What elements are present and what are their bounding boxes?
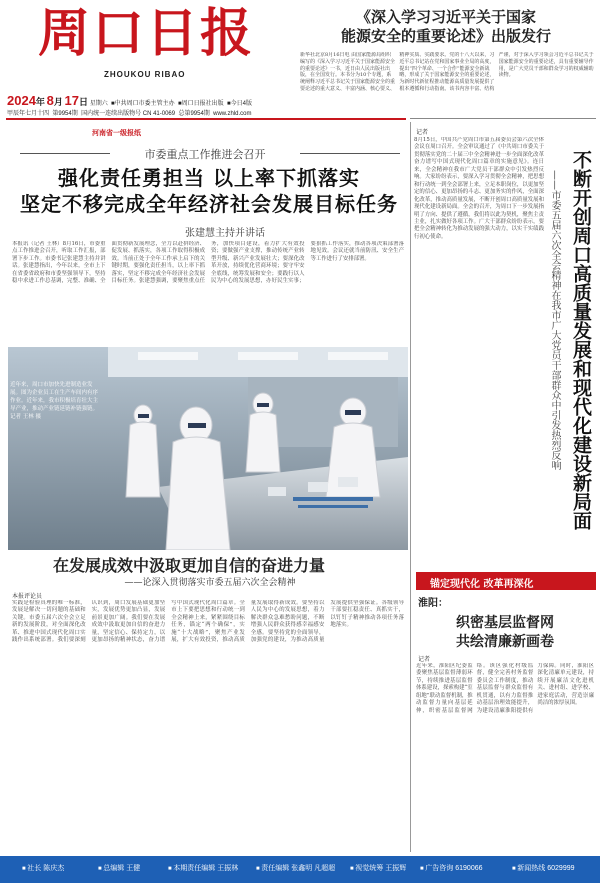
footer-bar (0, 856, 600, 883)
kicker-rule-left (20, 153, 110, 154)
footer-item-issue-editor: ■ 本期责任编辑 王振林 (168, 863, 238, 873)
promo-text: 新华社北京8月16日电 由国家能源局组织编写的《深入学习习近平关于国家能源安全的重要论述》一书，近日由人民出版社出版，在全国发行。本书分为10个专题，系统阐释习近平总书记关于国家能源安全的重要论述的重大意义、丰富内涵、核心要义、精神实质、实践要求。党的十八大以来，习近平总书记站在党和国家事业全局的高度，提出“四个革命、一个合作”能源安全新战略，形成了关于国家能源安全的重要论述，为新时代新征程推动能源高质量发展提供了根本遵循和行动指南。该书内容丰富、结构严谨，对于深入学习领会习近平总书记关于国家能源安全的重要论述，具有重要辅导作用，是广大党员干部和群众学习的权威辅助读物。 (300, 52, 594, 92)
lead-kicker: 市委重点工作推进会召开 (144, 148, 266, 161)
footer-item-editors: ■ 责任编辑 张鑫明 凡超超 (256, 863, 335, 873)
sponsor: 中共周口市委主管主办 (114, 101, 175, 107)
edition-number: 总第9954期 (178, 111, 210, 117)
date-month: 8 (46, 93, 54, 108)
footer-item-chief-editor: ■ 总编辑 王健 (98, 863, 140, 873)
date-day: 17 (64, 93, 79, 108)
footer-item-hotline: ■ 新闻热线 6029999 (512, 863, 575, 873)
feature-label: 本报评论员 (12, 594, 43, 600)
brand-badge: 河南省一级报纸 (92, 130, 141, 137)
footer-item-visual: ■ 视觉统筹 王振辉 (350, 863, 406, 873)
masthead-pinyin: ZHOUKOU RIBAO (104, 70, 186, 79)
right-body: 8月15日，中国共产党周口市第五届委员会第六次全体会议在周口召开。全会审议通过了《中共周口市委关于贯彻落实党的二十届三中全会精神进一步全面深化改革奋力谱写中国式现代化周口篇章的实施意见》。连日来，全会精神在我市广大党员干部群众中引发热烈反响。大家纷纷表示，要深入学习贯彻全会精神，把思想和行动统一到全会部署上来，立足本职岗位，以更加坚定的信心、更加昂扬的斗志、更加务实的作风，全面深化改革，推动高质量发展，不断开创周口高质量发展和现代化建设新局面。全会的召开，为周口下一步发展指明了方向、提供了遵循，我们将以此为契机，聚焦主责主业，扎实做好各项工作。广大干部群众纷纷表示，要把全会精神转化为推动发展的强大动力，以实干实绩践行初心使命。 (414, 137, 544, 240)
lead-subline: 张建慧主持并讲话 (185, 228, 265, 239)
right-vertical-headline[interactable]: 不断开创周口高质量发展和现代化建设新局面 (570, 150, 592, 530)
promo-title[interactable] (300, 8, 592, 46)
date-weekday: 星期六 (89, 101, 108, 107)
issue-number: 第9954期 (52, 111, 78, 117)
column-divider (410, 122, 411, 852)
photo-caption: 近年来，周口市加快先进制造业发展。图为企业员工在生产车间内有序作业。近年来，我市积极培育壮大主导产业，推动产业链延链补链强链。记者 王林 摄 (10, 382, 99, 420)
kicker-rule-right (300, 153, 400, 154)
footer-item-publisher: ■ 社长 陈庆杰 (22, 863, 64, 873)
feature-subline: ——论深入贯彻落实市委五届六次全会精神 (124, 578, 296, 588)
reform-banner: 锚定现代化 改革再深化 (416, 572, 596, 590)
date-year-suffix: 年 (35, 97, 45, 107)
date-day-suffix: 日 (79, 97, 89, 107)
right-vertical-subline: ——市委五届六次全会精神在我市广大党员干部群众中引发热烈反响 (549, 170, 560, 470)
cn-number: 国内统一连续出版物号 CN 41-0069 (81, 111, 176, 117)
right-label: 记者 (416, 130, 429, 136)
reform-label: 记者 (418, 657, 431, 663)
date-month-suffix: 月 (53, 97, 63, 107)
date-year: 2024 (7, 93, 36, 108)
promo-title-line2: 能源安全的重要论述》出版发行 (340, 26, 551, 45)
lead-headline-1[interactable]: 强化责任勇担当 以上率下抓落实 (58, 166, 360, 190)
masthead-rule-right (410, 118, 596, 119)
feature-body: 实践是检验真理的唯一标准，发展是解决一切问题的基础和关键。市委五届六次全会立足新的发展阶段，对全面深化改革、推进中国式现代化周口实践作出系统部署。我们要深刻认识到，周口发展基础更加坚实，发展优势更加凸显，发展前景更加广阔。我们要在发展成效中汲取更加自信的奋进力量，坚定信心、保持定力，以更加昂扬的精神状态，奋力谱写中国式现代化周口篇章。全市上下要把思想和行动统一到全会精神上来，紧紧围绕目标任务，锚定“两个确保”，实施“十大战略”，聚焦产业发展，扩大有效投资，推动高质量发展取得新成效。要坚持以人民为中心的发展思想，着力解决群众急难愁盼问题，不断增强人民群众获得感幸福感安全感。要坚持党的全面领导，加强党的建设，为推动高质量发展提供坚强保证。各级领导干部要扛稳责任、真抓实干，以钉钉子精神推动各项任务落地落实。 (12, 600, 404, 644)
date-lunar: 甲辰年七月十四 (7, 111, 50, 117)
pages: 今日4版 (230, 101, 252, 107)
reform-body: 近年来，淮阳区纪委监委聚焦基层监督薄弱环节，持续推进基层监督体系建设，探索构建“室组地”联动监督机制，推动监督力量向基层延伸，织密基层监督网络。该区强化村级监督，健全完善村务监督委员会工作制度，推动基层监督与群众监督有机贯通，以有力监督推动基层治理效能提升，为建设清廉淮阳提供有力保障。同时，淮阳区深化清廉单元建设，持续开展廉洁文化进机关、进村组、进学校、进家庭活动，营造崇廉尚洁的浓厚氛围。 (416, 663, 594, 714)
promo-title-line1: 《深入学习习近平关于国家 (355, 8, 536, 26)
lead-headline-2[interactable]: 坚定不移完成全年经济社会发展目标任务 (20, 192, 398, 216)
publisher: 周口日报社出版 (181, 101, 224, 107)
masthead-title: 周口日报 (38, 3, 255, 64)
reform-place: 淮阳： (418, 598, 448, 609)
masthead-rule (6, 118, 406, 120)
dateline: 2024年 8月 17日 星期六 ■中共周口市委主管主办 ■周口日报社出版 ■今日4版 甲辰年七月十四 第9954期 国内统一连续出版物号 CN 41-0069 总第9954期 www.zhld.com (7, 93, 252, 117)
reform-headline-1[interactable]: 织密基层监督网 (456, 615, 554, 631)
feature-headline[interactable]: 在发展成效中汲取更加自信的奋进力量 (52, 556, 325, 575)
site-url[interactable]: www.zhld.com (213, 111, 252, 117)
footer-item-ads: ■ 广告咨询 6190066 (420, 863, 483, 873)
lead-body: 本报讯（记者 王林）8月16日，市委重点工作推进会召开，听取工作汇报，部署下步工作。市委书记张建慧主持并讲话。张建慧指出，今年以来，全市上下在省委省政府和市委坚强领导下，坚持稳中求进工作总基调，完整、准确、全面贯彻新发展理念，全力以赴拼经济、促发展、抓落实，各项工作取得积极成效。当前正处于全年工作承上启下的关键时期，要强化责任担当，以上率下抓落实，坚定不移完成全年经济社会发展目标任务。张建慧强调，要聚焦重点任务，加快项目建设，着力扩大有效投资；要做强产业支撑，推动传统产业转型升级、新兴产业发展壮大；要深化改革开放，持续优化营商环境；要守牢安全底线，统筹发展和安全；要践行以人民为中心的发展思想，办好民生实事；要狠抓工作落实，推动各项决策部署落地见效。会议还就当前防汛、安全生产等工作进行了安排部署。 (12, 241, 404, 285)
reform-headline-2[interactable]: 共绘清廉新画卷 (456, 634, 554, 650)
